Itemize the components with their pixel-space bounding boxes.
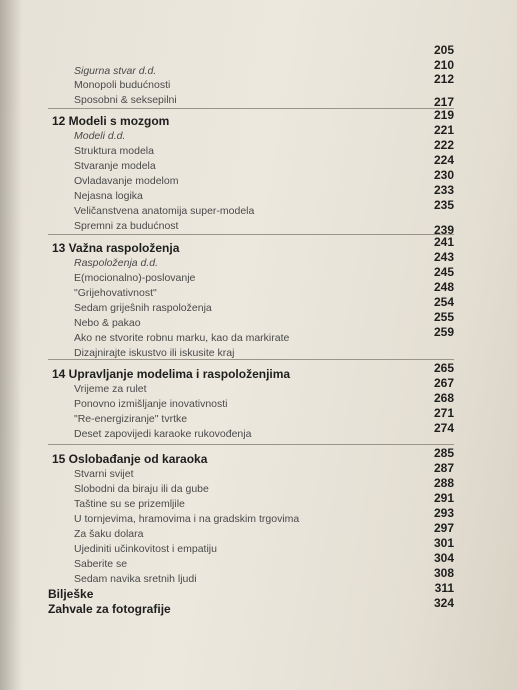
- toc-entry-row: [0, 325, 517, 347]
- page-number: 324: [433, 596, 454, 610]
- entry-title: Monopoli budućnosti: [74, 79, 171, 91]
- chapter-title: 14 Upravljanje modelima i raspoloženjima: [52, 367, 291, 381]
- entry-title: Za šaku dolara: [74, 528, 144, 540]
- entry-title: Struktura modela: [74, 145, 154, 157]
- entry-title: Sposobni & seksepilni: [74, 94, 177, 106]
- page-number: 224: [433, 153, 454, 167]
- page-number: 271: [433, 406, 454, 420]
- page-number: 212: [433, 72, 454, 86]
- page-number: 254: [433, 295, 454, 309]
- entry-title: Saberite se: [74, 558, 128, 570]
- page-number: 288: [433, 476, 454, 490]
- entry-title: Stvaranje modela: [74, 160, 156, 172]
- entry-title: Nejasna logika: [74, 190, 143, 202]
- chapter-title: 15 Oslobađanje od karaoka: [52, 452, 208, 466]
- entry-title: Sigurna stvar d.d.: [74, 65, 157, 77]
- page-number: 233: [433, 183, 454, 197]
- page-number: 311: [434, 581, 454, 595]
- entry-title: Ako ne stvorite robnu marku, kao da markirate: [74, 332, 290, 344]
- page-number: 219: [433, 108, 454, 122]
- entry-title: Ovladavanje modelom: [74, 175, 179, 187]
- page-number: 274: [433, 421, 454, 435]
- entry-title: Nebo & pakao: [74, 317, 141, 329]
- entry-title: "Re-energiziranje" tvrtke: [74, 413, 188, 425]
- toc-chapter-row: [0, 596, 517, 618]
- page-number: 291: [433, 491, 454, 505]
- page-number: 255: [433, 310, 454, 324]
- page-number: 267: [433, 376, 454, 390]
- page-number: 221: [433, 123, 454, 137]
- entry-title: Taštine su se prizemljile: [74, 498, 185, 510]
- entry-title: U tornjevima, hramovima i na gradskim trgovima: [74, 513, 300, 525]
- chapter-title: Zahvale za fotografije: [48, 602, 171, 616]
- toc-entry-row: [0, 346, 517, 362]
- page-number: 235: [433, 198, 454, 212]
- page-number: 217: [433, 95, 454, 109]
- page-number: 210: [433, 58, 454, 72]
- entry-title: "Grijehovativnost": [74, 287, 157, 299]
- page-number: 230: [433, 168, 454, 182]
- page-number: 304: [433, 551, 454, 565]
- page-number: 222: [433, 138, 454, 152]
- page-number: 248: [433, 280, 454, 294]
- entry-title: Modeli d.d.: [74, 130, 126, 142]
- page-number: 243: [433, 250, 454, 264]
- entry-title: Raspoloženja d.d.: [74, 257, 159, 269]
- page-number: 205: [433, 43, 454, 57]
- entry-title: Slobodni da biraju ili da gube: [74, 483, 209, 495]
- page-number: 287: [433, 461, 454, 475]
- page-number: 245: [433, 265, 454, 279]
- entry-title: Veličanstvena anatomija super-modela: [74, 205, 255, 217]
- toc-entry-row: [0, 72, 517, 94]
- page-number: 239: [433, 223, 454, 237]
- entry-title: Stvarni svijet: [74, 468, 134, 480]
- page-number: 268: [433, 391, 454, 405]
- entry-title: Sedam grijeŝnih raspoloženja: [74, 302, 212, 314]
- entry-title: Deset zapovijedi karaoke rukovođenja: [74, 428, 252, 440]
- chapter-title: 13 Važna raspoloženja: [52, 241, 180, 255]
- page-number: 285: [433, 446, 454, 460]
- page-number: 265: [433, 361, 454, 375]
- toc-entry-row: [0, 198, 517, 220]
- chapter-title: Bilješke: [48, 587, 94, 601]
- page-number: 297: [433, 521, 454, 535]
- entry-title: Spremni za budućnost: [74, 220, 179, 232]
- entry-title: Sedam navika sretnih ljudi: [74, 573, 197, 585]
- entry-title: Vrijeme za rulet: [74, 383, 147, 395]
- page-number: 259: [433, 325, 454, 339]
- page-number: 301: [433, 536, 454, 550]
- page-number: 308: [433, 566, 454, 580]
- page-number: 241: [433, 235, 454, 249]
- entry-title: Ponovno izmišljanje inovativnosti: [74, 398, 228, 410]
- chapter-title: 12 Modeli s mozgom: [52, 114, 170, 128]
- entry-title: E(mocionalno)-poslovanje: [74, 272, 196, 284]
- page-number: 293: [433, 506, 454, 520]
- entry-title: Ujediniti učinkovitost i empatiju: [74, 543, 217, 555]
- toc-entry-row: [0, 421, 517, 443]
- entry-title: Dizajnirajte iskustvo ili iskusite kraj: [74, 347, 235, 359]
- section-divider: [48, 444, 454, 445]
